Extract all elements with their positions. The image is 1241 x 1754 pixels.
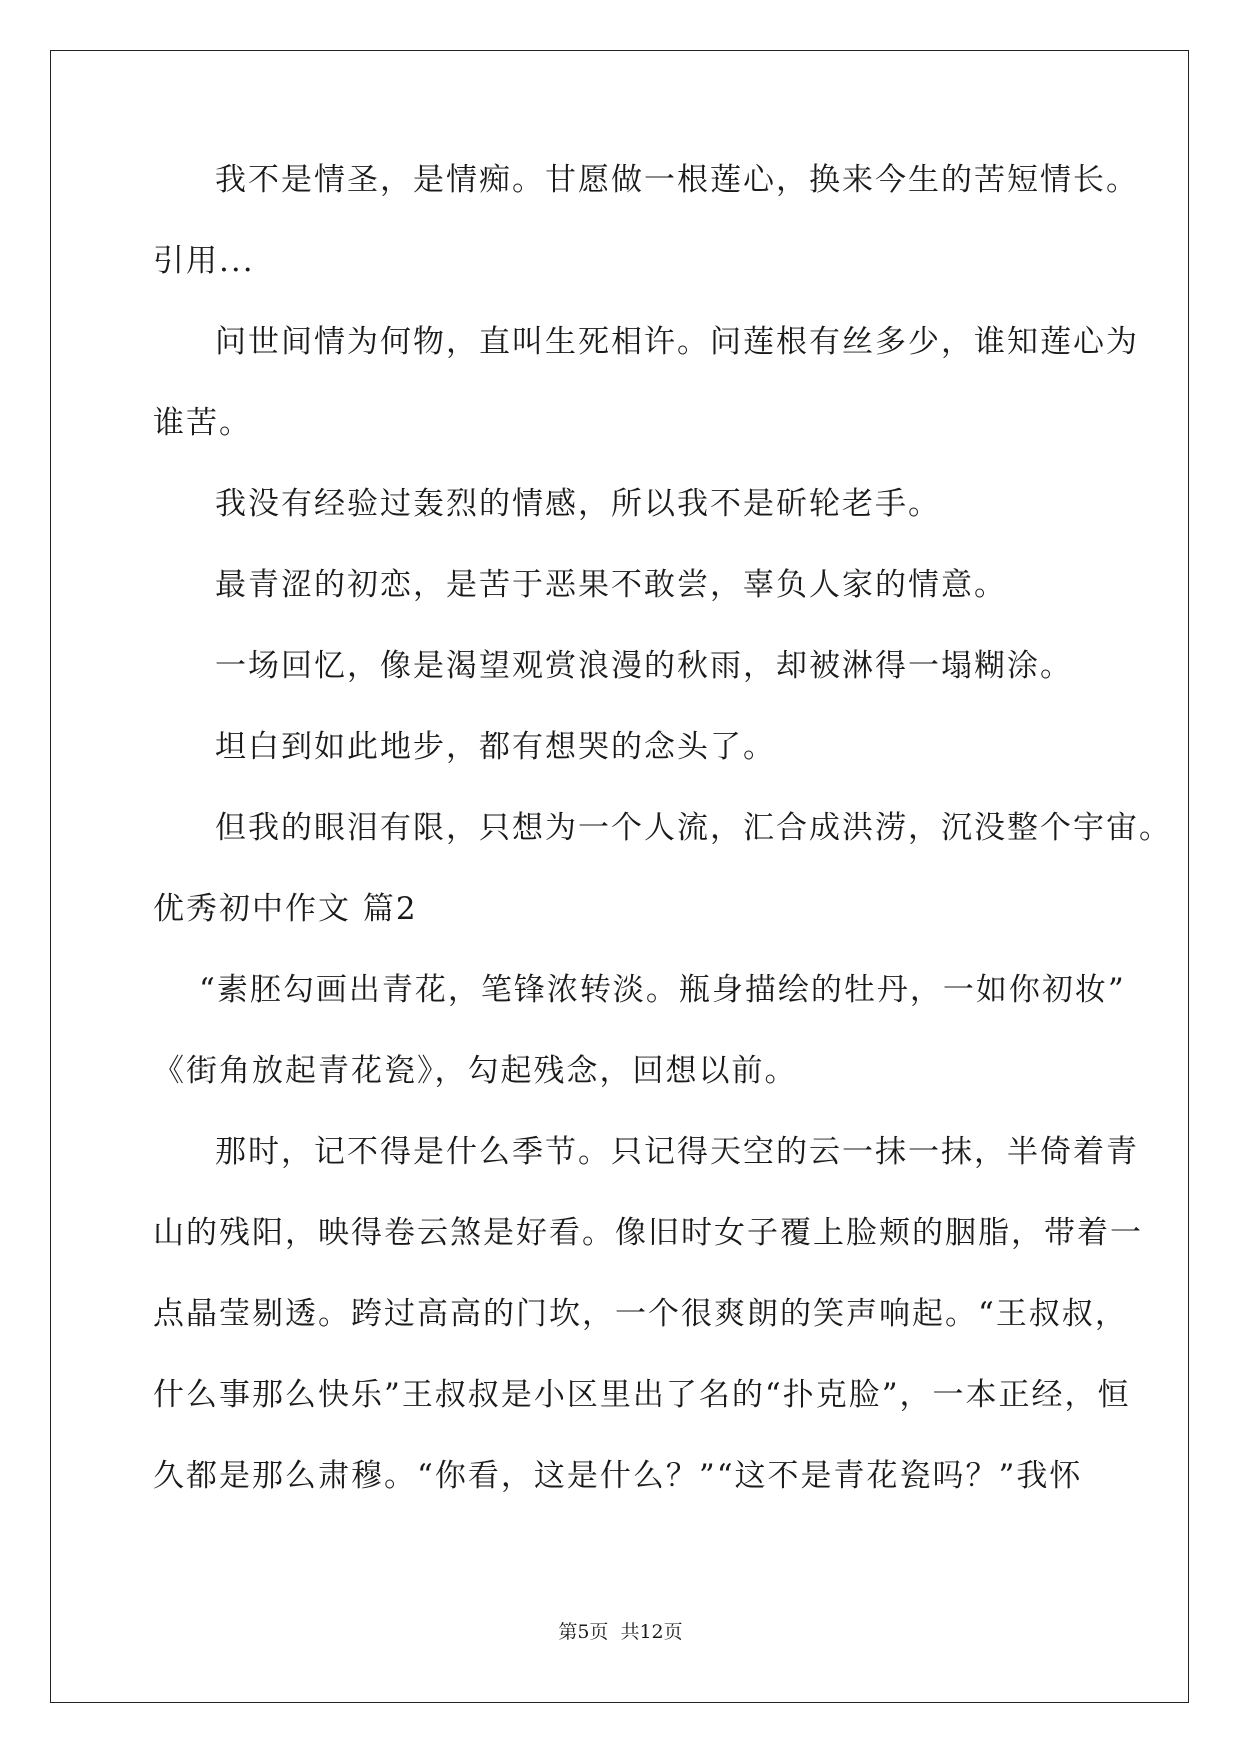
paragraph-line: 谁苦。 [153,405,252,441]
paragraph-line: 坦白到如此地步，都有想哭的念头了。 [215,729,776,765]
paragraph-line: 久都是那么肃穆。“你看，这是什么？”“这不是青花瓷吗？”我怀 [153,1458,1083,1494]
paragraph-line: 但我的眼泪有限，只想为一个人流，汇合成洪涝，沉没整个宇宙。 [215,810,1172,846]
paragraph-line: 什么事那么快乐”王叔叔是小区里出了名的“扑克脸”，一本正经，恒 [153,1377,1131,1413]
paragraph-line: 点晶莹剔透。跨过高高的门坎，一个很爽朗的笑声响起。“王叔叔， [153,1296,1128,1332]
paragraph-line: 最青涩的初恋，是苦于恶果不敢尝，辜负人家的情意。 [215,567,1007,603]
page-footer [0,1617,1241,1644]
paragraph-line: 那时，记不得是什么季节。只记得天空的云一抹一抹，半倚着青 [215,1134,1139,1170]
paragraph-line: 一场回忆，像是渴望观赏浪漫的秋雨，却被淋得一塌糊涂。 [215,648,1073,684]
section-heading: 优秀初中作文 篇2 [153,891,418,927]
document-body [153,140,1172,1517]
paragraph-line: 《街角放起青花瓷》，勾起残念，回想以前。 [153,1053,798,1089]
paragraph-line: 引用... [153,243,255,279]
paragraph-line: 我没有经验过轰烈的情感，所以我不是斫轮老手。 [215,486,941,522]
page-number: 第5页 [558,1621,609,1643]
paragraph-line: “素胚勾画出青花，笔锋浓转淡。瓶身描绘的牡丹，一如你初妆” [199,972,1126,1008]
paragraph-line: 山的残阳，映得卷云煞是好看。像旧时女子覆上脸颊的胭脂，带着一 [153,1215,1143,1251]
page-total: 共12页 [620,1621,683,1643]
paragraph-line: 问世间情为何物，直叫生死相许。问莲根有丝多少，谁知莲心为 [215,324,1139,360]
paragraph-line: 我不是情圣，是情痴。甘愿做一根莲心，换来今生的苦短情长。 [215,162,1139,198]
